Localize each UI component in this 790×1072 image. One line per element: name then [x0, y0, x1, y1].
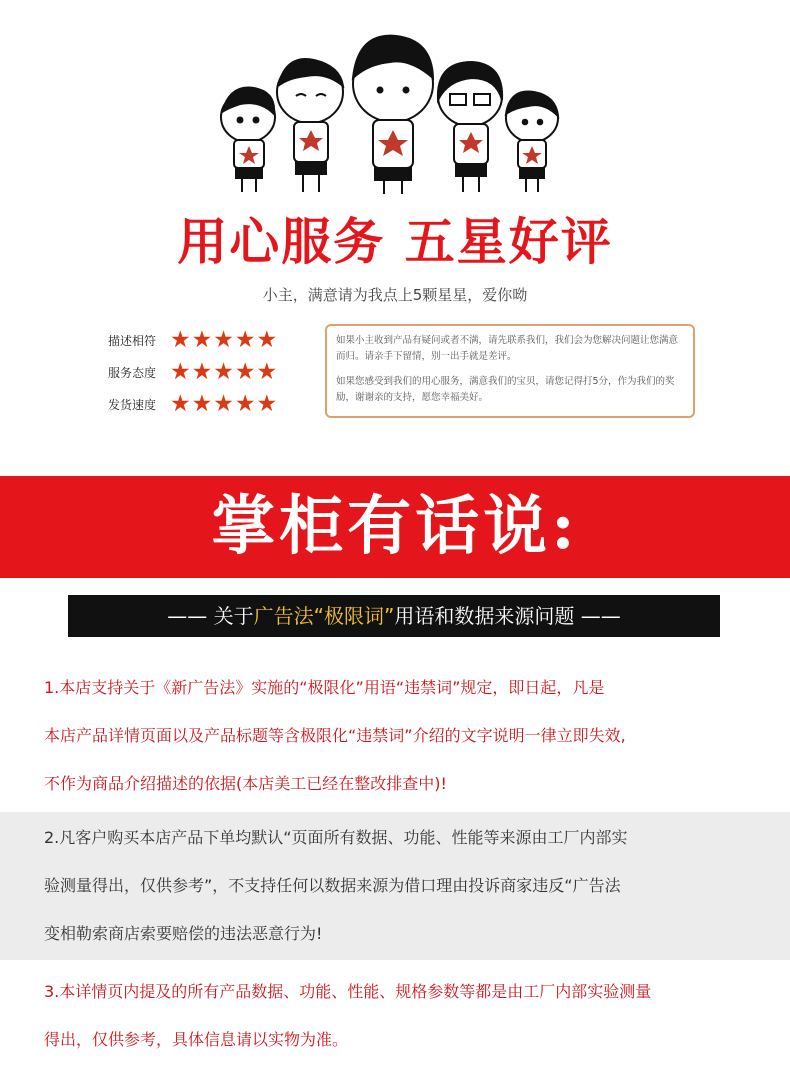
rating-row-description	[108, 324, 308, 356]
star-rating-icon: ★★★★★	[170, 390, 279, 417]
notice-line: 得出，仅供参考，具体信息请以实物为准。	[44, 1030, 349, 1049]
notice-line: 不作为商品介绍描述的依据(本店美工已经在整改排查中)!	[44, 774, 447, 793]
topic-suffix: 用语和数据来源问题 ——	[394, 604, 621, 628]
topic-bar	[68, 595, 720, 637]
note-paragraph-2: 如果您感受到我们的用心服务，满意我们的宝贝，请您记得打5分，作为我们的奖励，谢谢亲的支持，愿您幸福美好。	[336, 376, 675, 403]
hero-section	[0, 0, 790, 470]
rating-row-service	[108, 356, 308, 388]
notice-line: 变相勒索商店索要赔偿的违法恶意行为!	[44, 924, 323, 943]
rating-label: 服务态度	[108, 365, 157, 380]
rating-label: 发货速度	[108, 397, 157, 412]
kid-3	[353, 36, 433, 194]
rating-row-shipping	[108, 388, 308, 420]
kid-5	[506, 91, 558, 192]
note-paragraph-1: 如果小主收到产品有疑问或者不满，请先联系我们，我们会为您解决问题让您满意而归。请亲手下留情，别一出手就是差评。	[336, 335, 679, 362]
cartoon-kids-illustration	[210, 22, 580, 200]
shopkeeper-banner	[0, 476, 790, 578]
kid-1	[221, 88, 275, 193]
note-box	[325, 324, 695, 418]
notice-section-1	[0, 664, 790, 808]
rating-label: 描述相符	[108, 333, 157, 348]
subline: 小主，满意请为我点上5颗星星，爱你呦	[262, 286, 528, 304]
notice-line: 3.本详情页内提及的所有产品数据、功能、性能、规格参数等都是由工厂内部实验测量	[44, 982, 652, 1001]
star-rating-icon: ★★★★★	[170, 358, 279, 385]
notice-section-3	[0, 968, 790, 1064]
notice-line: 1.本店支持关于《新广告法》实施的“极限化”用语“违禁词”规定，即日起，凡是	[44, 678, 605, 697]
notice-line: 本店产品详情页面以及产品标题等含极限化“违禁词”介绍的文字说明一律立即失效,	[44, 726, 626, 745]
star-rating-icon: ★★★★★	[170, 326, 279, 353]
notice-line: 2.凡客户购买本店产品下单均默认“页面所有数据、功能、性能等来源由工厂内部实	[44, 828, 628, 847]
ratings-list	[108, 324, 308, 420]
notice-section-2	[0, 812, 790, 960]
banner-title: 掌柜有话说:	[211, 489, 579, 564]
kid-2	[277, 59, 343, 192]
topic-highlight: 广告法“极限词”	[253, 604, 395, 628]
notice-line: 验测量得出，仅供参考”，不支持任何以数据来源为借口理由投诉商家违反“广告法	[44, 876, 621, 895]
kid-4	[438, 62, 502, 192]
headline: 用心服务 五星好评	[177, 212, 613, 271]
topic-prefix: —— 关于	[167, 604, 254, 628]
